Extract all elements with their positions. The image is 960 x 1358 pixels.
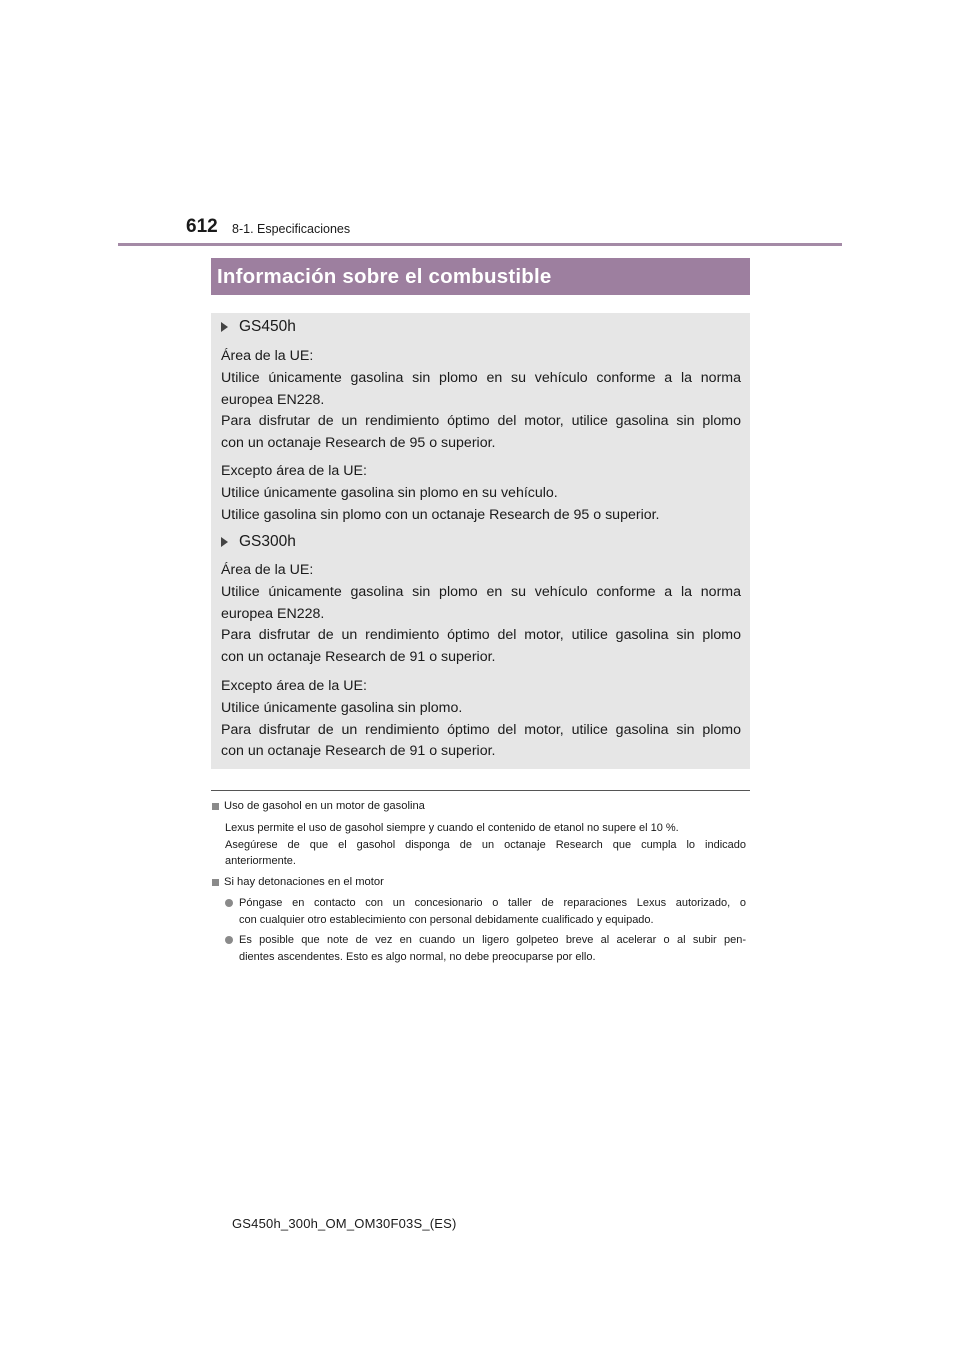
- model-label: GS300h: [239, 533, 296, 550]
- paragraph-line: Para disfrutar de un rendimiento óptimo del motor, utilice gasolina sin plomo: [221, 627, 741, 644]
- page-title: Información sobre el combustible: [217, 264, 552, 288]
- paragraph-line: con un octanaje Research de 91 o superior.: [221, 649, 496, 666]
- paragraph-line: Utilice únicamente gasolina sin plomo en su vehículo conforme a la norma: [221, 369, 741, 386]
- gs450h-eu-paragraph: [221, 346, 741, 455]
- note-heading-gasohol: [212, 800, 425, 812]
- non-eu-label: Excepto área de la UE:: [221, 463, 367, 479]
- gs450h-non-eu-paragraph: [221, 461, 741, 526]
- note-line: Lexus permite el uso de gasohol siempre y cuando el contenido de etanol no supere el 10 %.: [225, 822, 679, 834]
- note-bullet-knocking-normal: [225, 932, 746, 965]
- triangle-bullet-icon: [221, 322, 228, 332]
- paragraph-line: Para disfrutar de un rendimiento óptimo del motor, utilice gasolina sin plomo: [221, 413, 741, 430]
- paragraph-line: Utilice únicamente gasolina sin plomo.: [221, 699, 463, 716]
- paragraph-line: europea EN228.: [221, 605, 325, 622]
- note-line: dientes ascendentes. Esto es algo normal, no debe preocuparse por ello.: [239, 950, 596, 963]
- gs300h-eu-paragraph: [221, 560, 741, 669]
- paragraph-line: Utilice únicamente gasolina sin plomo en su vehículo conforme a la norma: [221, 583, 741, 600]
- document-code-footer: GS450h_300h_OM_OM30F03S_(ES): [232, 1216, 457, 1231]
- model-label: GS450h: [239, 318, 296, 335]
- note-bullet-contact-dealer: [225, 895, 746, 928]
- non-eu-label: Excepto área de la UE:: [221, 678, 367, 694]
- note-heading-label: Si hay detonaciones en el motor: [224, 876, 384, 888]
- note-heading-knocking: [212, 876, 384, 888]
- model-heading-gs450h: [221, 318, 296, 336]
- note-line: anteriormente.: [225, 855, 296, 867]
- eu-label: Área de la UE:: [221, 562, 314, 578]
- paragraph-line: con un octanaje Research de 91 o superior.: [221, 743, 496, 760]
- square-bullet-icon: [212, 803, 219, 810]
- paragraph-line: Utilice únicamente gasolina sin plomo en su vehículo.: [221, 484, 558, 501]
- paragraph-line: Utilice gasolina sin plomo con un octanaje Research de 95 o superior.: [221, 506, 660, 523]
- page-number: 612: [186, 216, 218, 237]
- note-body-gasohol: [225, 820, 746, 870]
- paragraph-line: europea EN228.: [221, 391, 325, 408]
- note-heading-label: Uso de gasohol en un motor de gasolina: [224, 800, 425, 812]
- square-bullet-icon: [212, 879, 219, 886]
- separator-rule: [211, 790, 750, 791]
- note-line: con cualquier otro establecimiento con personal debidamente cualificado y equipado.: [239, 913, 654, 926]
- header-rule: [118, 243, 842, 246]
- title-banner: [211, 258, 750, 295]
- paragraph-line: Para disfrutar de un rendimiento óptimo del motor, utilice gasolina sin plomo: [221, 721, 741, 738]
- note-line: Asegúrese de que el gasohol disponga de un octanaje Research que cumpla lo indicado: [225, 838, 746, 851]
- triangle-bullet-icon: [221, 537, 228, 547]
- circle-bullet-icon: [225, 936, 233, 944]
- eu-label: Área de la UE:: [221, 348, 314, 364]
- gs300h-non-eu-paragraph: [221, 676, 741, 763]
- note-line: Es posible que note de vez en cuando un ligero golpeteo breve al acelerar o al subir pen-: [239, 934, 746, 946]
- note-line: Póngase en contacto con un concesionario o taller de reparaciones Lexus autorizado, o: [239, 897, 746, 909]
- section-label: 8-1. Especificaciones: [232, 222, 351, 236]
- model-heading-gs300h: [221, 533, 296, 551]
- paragraph-line: con un octanaje Research de 95 o superior.: [221, 435, 496, 452]
- circle-bullet-icon: [225, 899, 233, 907]
